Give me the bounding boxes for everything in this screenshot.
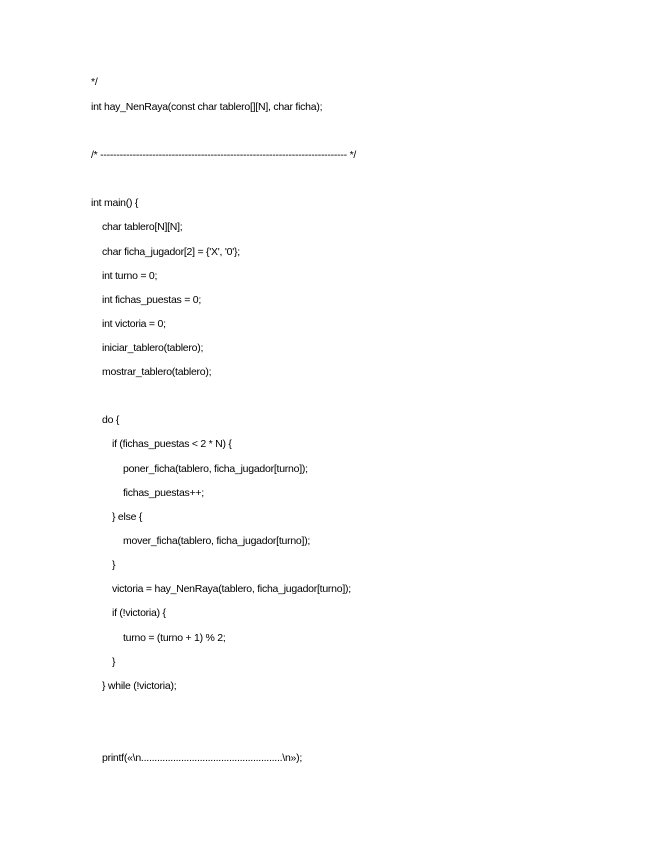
code-line: victoria = hay_NenRaya(tablero, ficha_jugador[turno]); [112,583,351,595]
code-line: int fichas_puestas = 0; [102,294,202,306]
code-line: fichas_puestas++; [123,487,204,499]
code-line: mover_ficha(tablero, ficha_jugador[turno]); [123,535,311,547]
code-line: int turno = 0; [102,270,158,282]
code-line: */ [91,76,98,88]
code-line: do { [102,414,120,426]
code-line: char tablero[N][N]; [102,221,183,233]
code-line: int hay_NenRaya(const char tablero[][N], char ficha); [91,101,323,113]
code-line: char ficha_jugador[2] = {'X', '0'}; [102,246,240,258]
code-line: if (fichas_puestas < 2 * N) { [112,438,232,450]
code-line: /* ---------------------------------------------------------------------------- */ [91,149,357,161]
code-line: int main() { [91,197,139,209]
code-line: } [112,656,116,668]
code-line: mostrar_tablero(tablero); [102,366,212,378]
code-line: } else { [112,511,143,523]
code-line: turno = (turno + 1) % 2; [123,632,226,644]
code-line: } while (!victoria); [102,680,177,692]
code-line: int victoria = 0; [102,318,166,330]
code-line: poner_ficha(tablero, ficha_jugador[turno]); [123,463,308,475]
code-line: iniciar_tablero(tablero); [102,342,204,354]
code-line: if (!victoria) { [112,607,166,619]
code-line: printf(«\n.....................................................\n»); [102,752,303,764]
code-line: } [112,559,116,571]
